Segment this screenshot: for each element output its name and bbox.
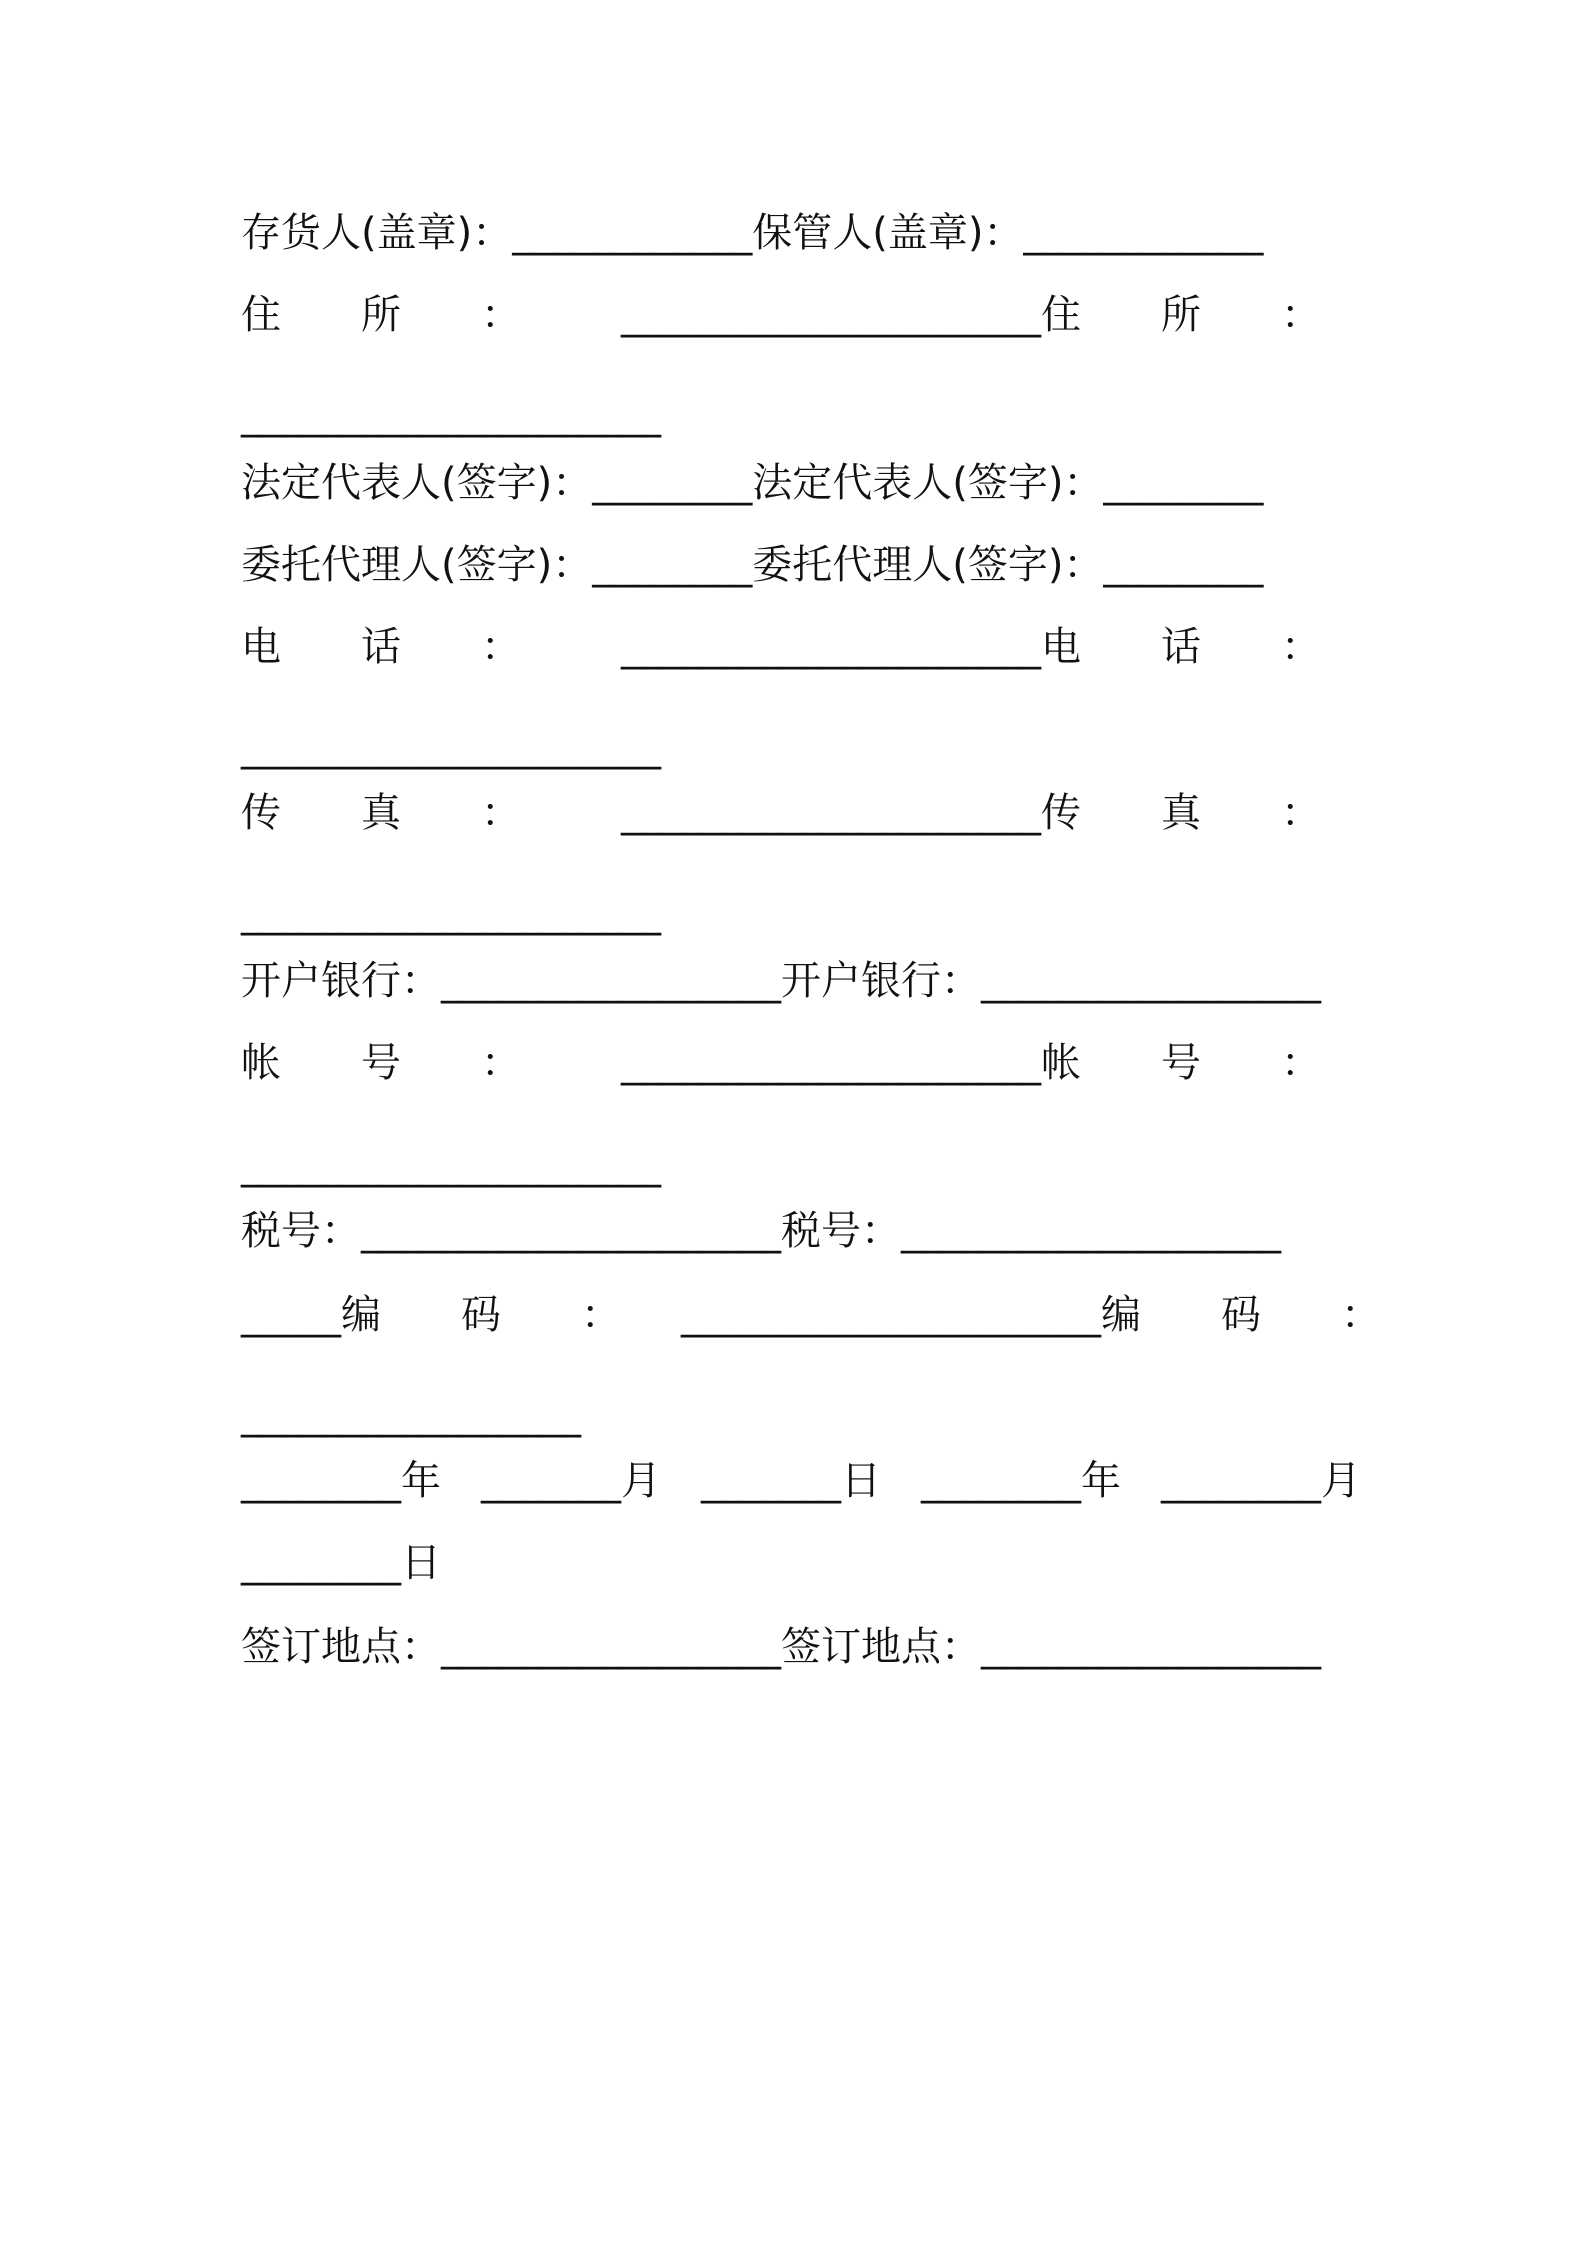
signing-place-line: 签订地点：_________________签订地点：_________________ bbox=[241, 1624, 1321, 1670]
fax-line: 传 真 ： _____________________传 真 ： bbox=[241, 790, 1321, 836]
depositor-custodian-seal-line: 存货人(盖章)：____________保管人(盖章)：____________ bbox=[241, 210, 1264, 256]
address-line: 住 所 ： _____________________住 所 ： bbox=[241, 292, 1321, 338]
account-number-blank-line: _____________________ bbox=[241, 1142, 661, 1188]
telephone-line: 电 话 ： _____________________电 话 ： bbox=[241, 624, 1321, 670]
bank-line: 开户银行：_________________开户银行：_________________ bbox=[241, 958, 1321, 1004]
telephone-blank-line: _____________________ bbox=[241, 724, 661, 770]
fax-blank-line: _____________________ bbox=[241, 890, 661, 936]
postal-code-blank-line: _________________ bbox=[241, 1392, 581, 1438]
date-day-line: ________日 bbox=[241, 1540, 441, 1586]
postal-code-line: _____编 码 ： _____________________编 码 ： bbox=[241, 1292, 1381, 1338]
authorized-agent-line: 委托代理人(签字)：________委托代理人(签字)：________ bbox=[241, 542, 1264, 588]
account-number-line: 帐 号 ： _____________________帐 号 ： bbox=[241, 1040, 1321, 1086]
tax-number-line: 税号：_____________________税号：___________________ bbox=[241, 1208, 1281, 1254]
legal-representative-line: 法定代表人(签字)：________法定代表人(签字)：________ bbox=[241, 460, 1264, 506]
date-line: ________年 _______月 _______日 ________年 ________月 bbox=[241, 1458, 1361, 1504]
address-blank-line: _____________________ bbox=[241, 392, 661, 438]
